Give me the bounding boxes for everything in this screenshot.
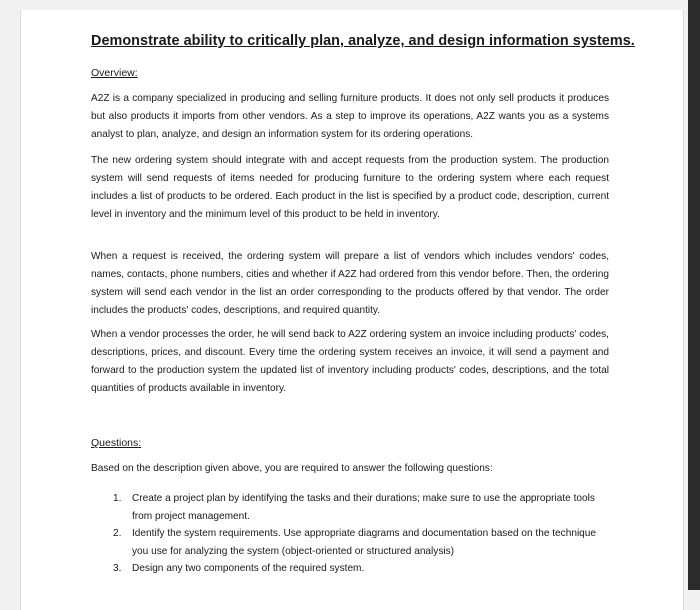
question-number: 2. <box>113 528 122 539</box>
question-item <box>91 490 611 525</box>
question-text: Identify the system requirements. Use appropriate diagrams and documentation based on the technique you use for analyzing the system (object-oriented or structured analysis) <box>132 528 597 557</box>
title-block <box>91 32 635 50</box>
question-text: Create a project plan by identifying the tasks and their durations; make sure to use the appropriate tools from project management. <box>132 493 595 522</box>
overview-label: Overview: <box>91 67 138 79</box>
paragraph-3: When a request is received, the ordering system will prepare a list of vendors which includes vendors' codes, names, contacts, phone numbers, cities and whether if A2Z had ordered from this vendor before. Then, the ordering system will send each vendor in the list an order corresponding to the products offered by that vendor. The order includes the products' codes, descriptions, and required quantity. <box>91 251 609 316</box>
questions-list <box>91 490 611 578</box>
paragraph-4: When a vendor processes the order, he will send back to A2Z ordering system an invoice including products' codes, descriptions, prices, and discount. Every time the ordering system receives an invoice, it will send a payment and forward to the production system the updated list of inventory including products' codes, descriptions, and the total quantities of products available in inventory. <box>91 329 609 394</box>
question-number: 3. <box>113 563 122 574</box>
questions-intro: Based on the description given above, you are required to answer the following questions: <box>91 463 493 474</box>
window-edge <box>688 0 700 590</box>
questions-label: Questions: <box>91 437 142 449</box>
document-title: Demonstrate ability to critically plan, analyze, and design information systems. <box>91 33 635 49</box>
question-number: 1. <box>113 493 122 504</box>
paragraph-1: A2Z is a company specialized in producing and selling furniture products. It does not only sell products it produces but also products it imports from other vendors. As a step to improve its operations, A2Z wants you as a systems analyst to plan, analyze, and design an information system for its ordering operations. <box>91 93 609 140</box>
question-text: Design any two components of the required system. <box>132 563 365 574</box>
paragraph-2: The new ordering system should integrate with and accept requests from the production system. The production system will send requests of items needed for producing furniture to the ordering system where each request includes a list of products to be ordered. Each product in the list is specified by a product code, description, current level in inventory and the minimum level of this product to be held in inventory. <box>91 155 609 220</box>
question-item <box>91 560 611 578</box>
question-item <box>91 525 611 560</box>
